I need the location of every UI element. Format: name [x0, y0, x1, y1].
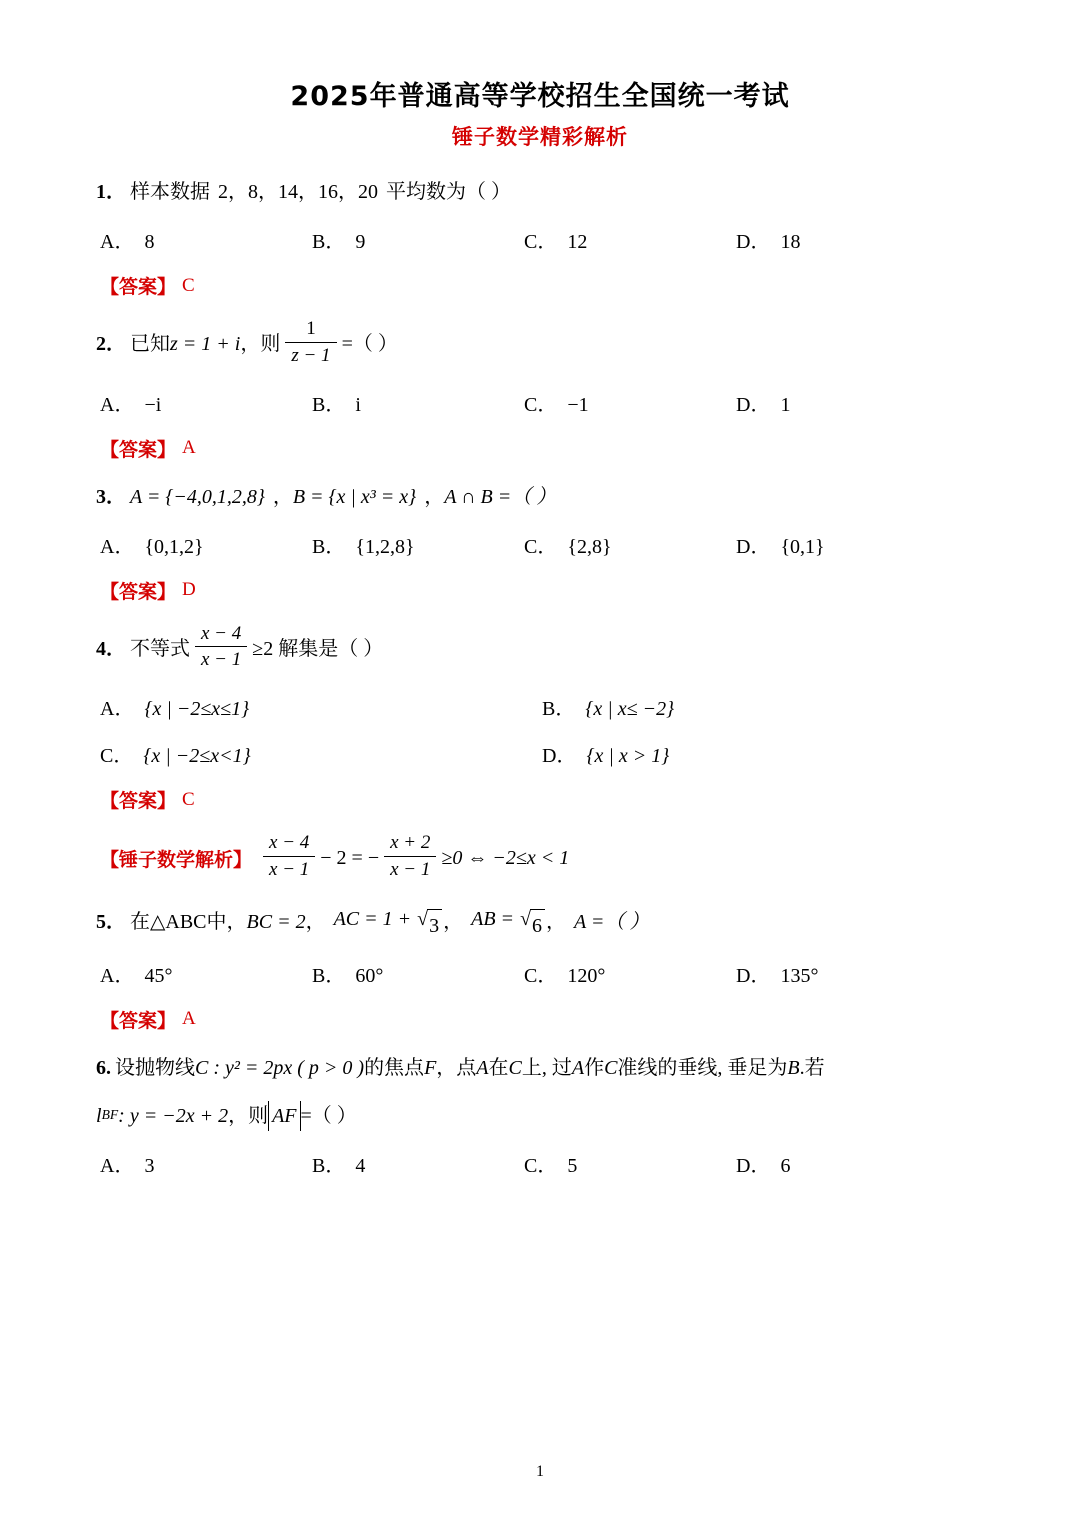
question-6-line-eq: : y = −2x + 2: [118, 1104, 229, 1127]
question-6-text-8: .若: [799, 1056, 825, 1079]
question-2-option-d[interactable]: D． 1: [736, 393, 791, 416]
question-2-option-b[interactable]: B． i: [312, 393, 361, 416]
question-1-option-c[interactable]: C． 12: [524, 231, 588, 253]
analysis-fraction-2: $\frac{x + 2}{x - 1}$: [384, 831, 436, 882]
question-5-option-c[interactable]: C． 120°: [524, 964, 606, 987]
sqrt-icon: √ 3: [417, 909, 442, 941]
question-3-set-a: A = {−4,0,1,2,8}: [130, 485, 265, 508]
question-2-option-c[interactable]: C． −1: [524, 393, 589, 416]
question-6-line-l: l: [96, 1104, 102, 1127]
question-4-option-d[interactable]: D． {x | x > 1}: [542, 745, 670, 767]
question-2-expression: z = 1 + i: [170, 333, 241, 356]
question-6-line-l-sub: BF: [101, 1107, 119, 1123]
analysis-tail: ≥0 ⇔ −2≤x < 1: [441, 846, 570, 869]
question-3-answer: [96, 577, 984, 604]
question-6-point-a2: A: [571, 1056, 585, 1079]
question-6-text-7: 准线的垂线, 垂足为: [617, 1056, 788, 1079]
answer-tag: 【答案】: [100, 1009, 177, 1032]
question-3-option-a[interactable]: A． {0,1,2}: [100, 535, 204, 558]
question-4-options-row1: [96, 692, 984, 721]
question-6-text-6: 作: [584, 1056, 605, 1079]
question-2-text-after: =（ ）: [341, 333, 398, 356]
question-4-stem: [96, 624, 984, 675]
question-6-option-d[interactable]: D． 6: [736, 1154, 791, 1177]
answer-value: A: [182, 437, 196, 458]
question-4-text-before: 不等式: [130, 637, 190, 660]
question-1-stem: [96, 177, 984, 207]
page-subtitle: 锤子数学精彩解析: [452, 125, 628, 149]
question-4-number: 4．: [96, 637, 126, 660]
question-3-number: 3．: [96, 485, 126, 508]
question-6-line-after: =（ ）: [300, 1104, 357, 1127]
question-6-option-b[interactable]: B． 4: [312, 1154, 366, 1177]
question-6-point-f: F: [424, 1056, 437, 1079]
page-number: 1: [536, 1463, 544, 1480]
question-6-abs-af: AF: [268, 1101, 300, 1131]
answer-value: C: [182, 274, 195, 296]
question-6-text-5: 上, 过: [521, 1056, 572, 1079]
question-6-option-a[interactable]: A． 3: [100, 1154, 155, 1177]
question-5-options: [96, 959, 984, 988]
question-5-bc: BC = 2: [246, 911, 306, 933]
question-6-option-c[interactable]: C． 5: [524, 1154, 578, 1177]
question-4-option-a[interactable]: A． {x | −2≤x≤1}: [100, 698, 250, 720]
question-5-ac: AC = 1 + √ 3: [334, 904, 444, 941]
question-4-text-after: ≥2 解集是（ ）: [252, 637, 384, 660]
question-4-analysis: [96, 833, 984, 884]
question-2-text-mid: ，则: [240, 333, 281, 356]
question-6-options: [96, 1149, 984, 1178]
question-3-option-d[interactable]: D． {0,1}: [736, 535, 825, 558]
question-2-option-a[interactable]: A． −i: [100, 393, 162, 416]
question-3-options: [96, 530, 984, 559]
question-2-answer: [96, 435, 984, 462]
question-5-option-b[interactable]: B． 60°: [312, 964, 384, 987]
analysis-fraction-1: $\frac{x - 4}{x - 1}$: [263, 831, 315, 882]
question-1-option-d[interactable]: D． 18: [736, 231, 801, 253]
question-6-curve-c2: C: [604, 1056, 618, 1079]
question-1-text-after: 平均数为（ ）: [386, 181, 511, 203]
question-1-option-a[interactable]: A． 8: [100, 231, 155, 253]
question-5-text-before: 在△ABC中，: [130, 911, 247, 933]
question-5-option-d[interactable]: D． 135°: [736, 964, 819, 987]
answer-tag: 【答案】: [100, 276, 177, 298]
question-6-line-mid: ，则: [228, 1104, 269, 1127]
question-1-options: [96, 225, 984, 254]
question-2-number: 2．: [96, 333, 126, 356]
question-1-data: 2，8，14，16，20: [218, 181, 378, 203]
question-5-stem: 5． 在△ABC中， BC = 2 ， AC = 1 + √ 3 ， AB = √ 6 ， A =（ ）: [96, 904, 984, 941]
question-5-option-a[interactable]: A． 45°: [100, 964, 173, 987]
question-2-fraction: $\frac{1}{z - 1}$: [285, 317, 336, 368]
question-5-ab: AB = √ 6: [471, 904, 546, 941]
analysis-tag: 【锤子数学解析】: [100, 848, 253, 871]
question-3-operation: A ∩ B =（ ）: [444, 485, 557, 508]
question-6-number: 6.: [96, 1056, 111, 1079]
question-6-text-2: 的焦点: [364, 1056, 425, 1079]
analysis-mid-1: − 2 = −: [320, 846, 380, 869]
question-1-answer: [96, 272, 984, 299]
question-3-option-c[interactable]: C． {2,8}: [524, 535, 612, 558]
answer-tag: 【答案】: [100, 580, 177, 603]
question-6-curve-c: C: [508, 1056, 522, 1079]
question-4-answer: [96, 786, 984, 813]
question-6-stem-line1: [96, 1053, 984, 1083]
question-6-point-a: A: [476, 1056, 489, 1079]
question-6-text-4: 在: [488, 1056, 509, 1079]
answer-tag: 【答案】: [100, 790, 177, 812]
question-6-point-b: B: [787, 1056, 800, 1079]
question-5-answer: [96, 1006, 984, 1033]
sqrt-icon: √ 6: [520, 909, 545, 941]
question-3-option-b[interactable]: B． {1,2,8}: [312, 535, 415, 558]
page-title: 2025年普通高等学校招生全国统一考试: [290, 81, 790, 112]
question-6-text-1: 设抛物线: [115, 1056, 195, 1079]
question-6-text-3: ，点: [436, 1056, 477, 1079]
question-6-stem-line2: [96, 1101, 984, 1131]
question-1-number: 1．: [96, 181, 126, 203]
question-6-equation: C : y² = 2px ( p > 0 ): [195, 1056, 365, 1079]
question-4-option-c[interactable]: C． {x | −2≤x<1}: [100, 745, 251, 767]
question-3-stem: 3． A = {−4,0,1,2,8} ， B = {x | x³ = x} ， A ∩ B =（ ）: [96, 482, 984, 512]
answer-value: A: [182, 1008, 196, 1029]
question-1-text-before: 样本数据: [130, 181, 210, 203]
question-5-number: 5．: [96, 911, 126, 933]
question-4-options-row2: [96, 739, 984, 768]
answer-tag: 【答案】: [100, 438, 177, 461]
question-3-set-b: B = {x | x³ = x}: [292, 485, 417, 508]
question-2-options: [96, 388, 984, 417]
question-5-text-after: A =（ ）: [574, 911, 650, 933]
question-4-fraction: $\frac{x - 4}{x - 1}$: [195, 622, 247, 673]
question-2-stem: [96, 319, 984, 370]
answer-value: D: [182, 579, 196, 600]
question-1-option-b[interactable]: B． 9: [312, 231, 366, 253]
answer-value: C: [182, 788, 195, 810]
question-2-text-before: 已知: [130, 333, 170, 356]
question-4-option-b[interactable]: B． {x | x≤ −2}: [542, 698, 675, 720]
